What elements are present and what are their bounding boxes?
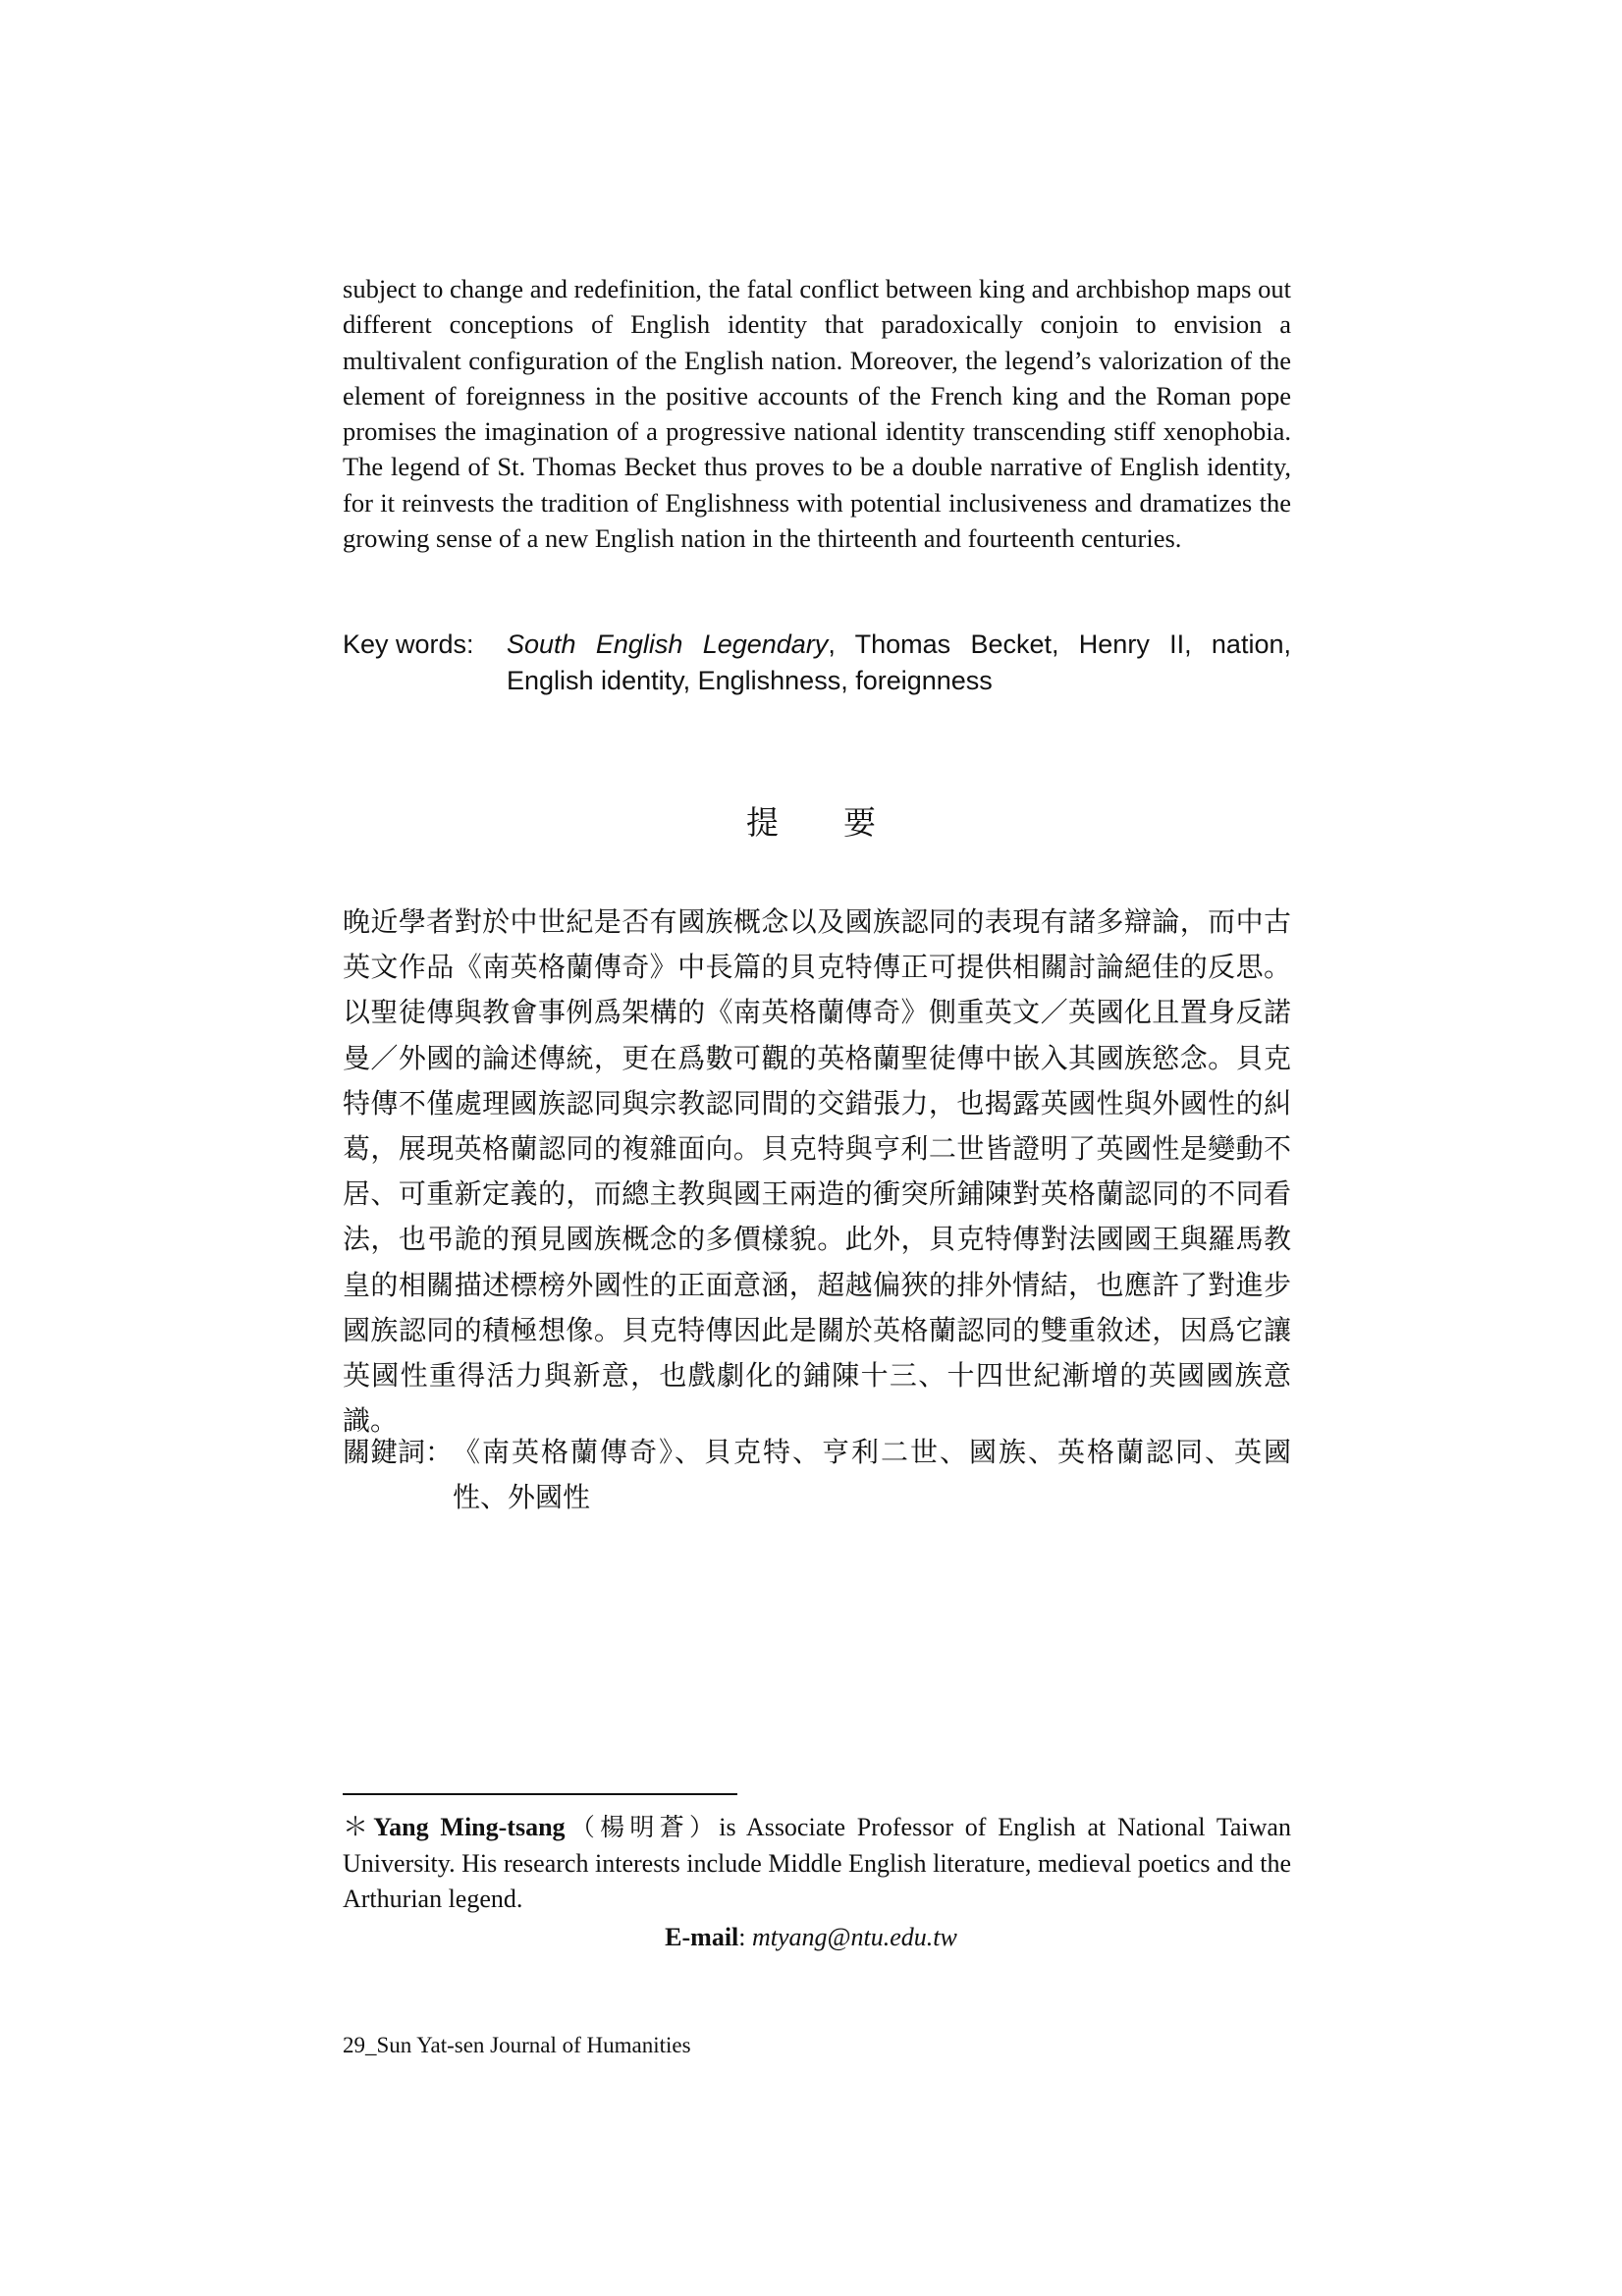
chinese-keywords-list: 《南英格蘭傳奇》、貝克特、亨利二世、國族、英格蘭認同、英國性、外國性: [453, 1436, 1291, 1513]
english-keywords-label: Key words:: [343, 629, 474, 659]
chinese-keywords: [343, 1430, 1291, 1520]
chinese-abstract-heading: [0, 803, 1622, 843]
page-footer: 29_Sun Yat-sen Journal of Humanities: [343, 2033, 691, 2057]
email-label: E-mail: [665, 1923, 739, 1951]
english-keywords: [343, 627, 1291, 699]
author-name: Yang Ming-tsang: [373, 1813, 566, 1841]
author-name-chinese: （楊明蒼）: [565, 1813, 720, 1841]
author-email: [0, 1920, 1622, 1955]
footnote-divider: [343, 1793, 737, 1795]
chinese-keywords-label: 關鍵詞：: [343, 1436, 454, 1468]
english-abstract-continuation: subject to change and redefinition, the fatal conflict between king and archbishop maps out different conceptions of English identity that paradoxically conjoin to envision a multivalent configuration of the English nation. Moreover, the legend’s valorization of the element of foreignness in the positive accounts of the French king and the Roman pope promises the imagination of a progressive national identity transcending stiff xenophobia. The legend of St. Thomas Becket thus proves to be a double narrative of English identity, for it reinvests the tradition of Englishness with potential inclusiveness and dramatizes the growing sense of a new English nation in the thirteenth and fourteenth centuries.: [343, 274, 1291, 554]
heading-char-yao: 要: [843, 803, 876, 842]
keyword-book-title: South English Legendary: [507, 629, 829, 659]
chinese-abstract: 晚近學者對於中世紀是否有國族概念以及國族認同的表現有諸多辯論，而中古英文作品《南英格蘭傳奇》中長篇的貝克特傳正可提供相關討論絕佳的反思。以聖徒傳與教會事例爲架構的《南英格蘭傳奇》側重英文／英國化且置身反諾曼／外國的論述傳統，更在爲數可觀的英格蘭聖徒傳中嵌入其國族慾念。貝克特傳不僅處理國族認同與宗教認同間的交錯張力，也揭露英國性與外國性的糾葛，展現英格蘭認同的複雜面向。貝克特與亨利二世皆證明了英國性是變動不居、可重新定義的，而總主教與國王兩造的衝突所鋪陳對英格蘭認同的不同看法，也弔詭的預見國族概念的多價樣貌。此外，貝克特傳對法國國王與羅馬教皇的相關描述標榜外國性的正面意涵，超越偏狹的排外情結，也應許了對進步國族認同的積極想像。貝克特傳因此是關於英格蘭認同的雙重敘述，因爲它讓英國性重得活力與新意，也戲劇化的鋪陳十三、十四世紀漸增的英國國族意識。: [343, 905, 1291, 1438]
english-keywords-list: [507, 627, 1291, 699]
footnote-asterisk: ＊: [343, 1813, 374, 1842]
author-bio: is Associate Professor of English at National Taiwan University. His research interests include Middle English literature, medieval poetics and the Arthurian legend.: [343, 1813, 1291, 1913]
email-address: mtyang@ntu.edu.tw: [752, 1923, 957, 1951]
keyword-terms: , Thomas Becket, Henry II, nation, English identity, Englishness, foreignness: [507, 629, 1291, 695]
heading-char-ti: 提: [746, 803, 779, 842]
author-footnote: [343, 1810, 1291, 1918]
email-separator: :: [738, 1923, 753, 1951]
